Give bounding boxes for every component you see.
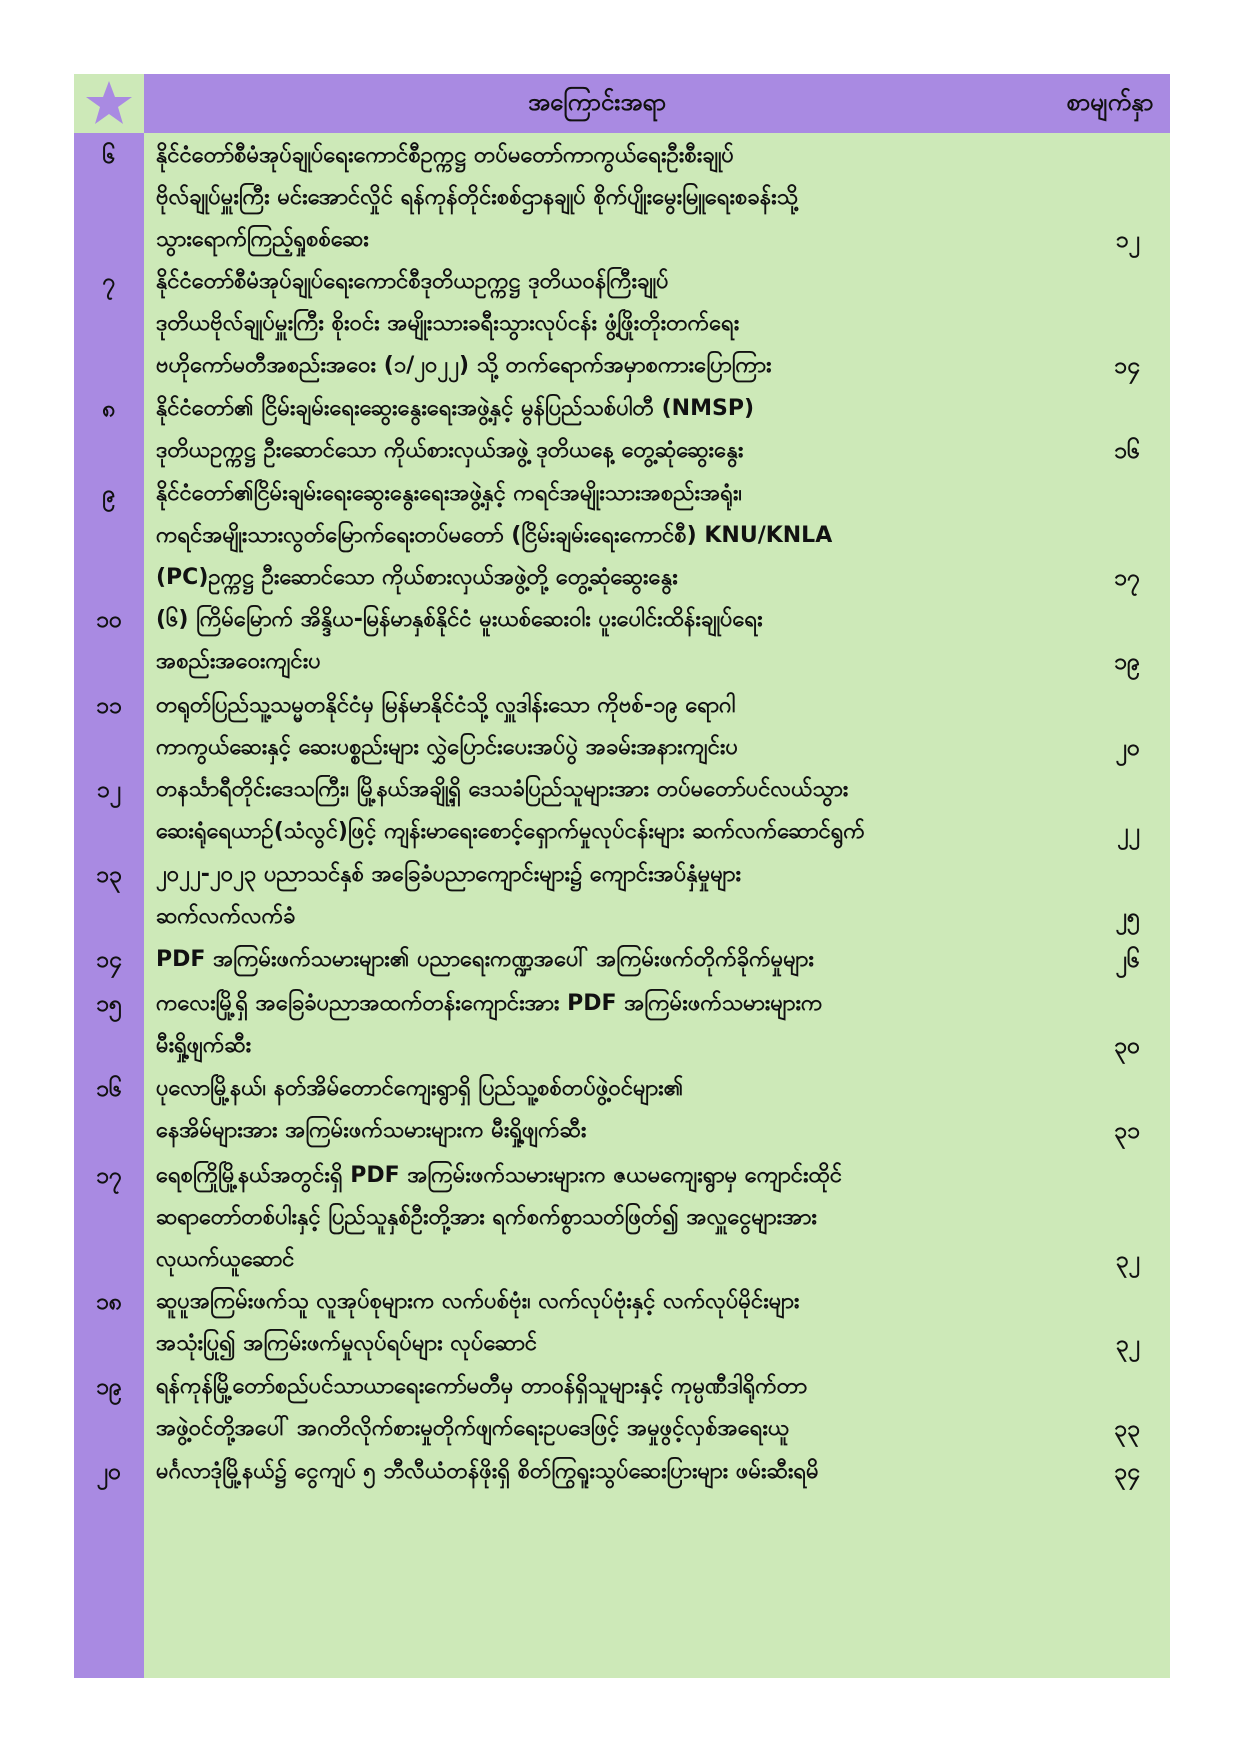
row-title-line: အစည်းအဝေးကျင်းပ [156,649,321,674]
row-title-line: ကာကွယ်ဆေးနှင့် ဆေးပစ္စည်းများ လွှဲပြောင်းပေးအပ်ပွဲ အခမ်းအနားကျင်းပ [156,735,739,760]
row-title[interactable] [156,685,1016,769]
row-number: ၁၆ [96,1076,122,1102]
row-number: ၇ [102,269,116,295]
row-number: ၁၉ [96,1374,122,1400]
row-title-line: သွားရောက်ကြည့်ရှုစစ်ဆေး [156,227,369,252]
row-page-number: ၃၀ [1114,1033,1140,1059]
row-title-line: ပုလောမြို့နယ်၊ နတ်အိမ်တောင်ကျေးရွာရှိ ပြည်သူ့စစ်တပ်ဖွဲ့ဝင်များ၏ [156,1076,684,1101]
row-page-number: ၂၆ [1115,947,1140,973]
row-title-line: အဖွဲ့ဝင်တို့အပေါ် အဂတိလိုက်စားမှုတိုက်ဖျက်ရေးဥပဒေဖြင့် အမှုဖွင့်လှစ်အရေးယူ [156,1416,790,1441]
row-page-number: ၂၀ [1115,735,1140,761]
row-page-number: ၁၆ [1114,438,1140,464]
row-title-line: နေအိမ်များအား အကြမ်းဖက်သမားများက မီးရှို့ဖျက်ဆီး [156,1118,587,1143]
row-title-line: ဒုတိယဥက္ကဋ္ဌ ဦးဆောင်သော ကိုယ်စားလှယ်အဖွဲ့ ဒုတိယနေ့ တွေ့ဆုံဆွေးနွေး [156,438,744,463]
row-page-number: ၃၁ [1114,1118,1140,1144]
row-number: ၆ [102,143,116,169]
row-title-line: ဆူပူအကြမ်းဖက်သူ လူအုပ်စုများက လက်ပစ်ဗုံး၊ လက်လုပ်ဗုံးနှင့် လက်လုပ်မိုင်းများ [156,1289,800,1314]
row-page-number: ၂၅ [1115,904,1140,930]
number-column [74,133,144,1678]
table-of-contents [74,74,1170,1678]
row-page-number: ၃၃ [1114,1416,1140,1442]
row-title-line: ဆရာတော်တစ်ပါးနှင့် ပြည်သူနှစ်ဦးတို့အား ရက်စက်စွာသတ်ဖြတ်၍ အလှူငွေများအား [156,1205,817,1230]
star-icon [83,78,135,130]
row-title[interactable] [156,599,1016,683]
row-number: ၁၇ [96,1163,122,1189]
row-number: ၁၀ [96,607,122,633]
row-title[interactable] [156,1281,1016,1365]
row-page-number: ၂၂ [1117,819,1140,845]
row-number: ၈ [102,396,116,422]
row-title[interactable] [156,135,1016,261]
row-title[interactable] [156,1068,1016,1152]
row-number: ၁၄ [96,947,122,973]
row-title[interactable] [156,1451,1016,1493]
row-title-line: PDF အကြမ်းဖက်သမားများ၏ ပညာရေးကဏ္ဍအပေါ် အကြမ်းဖက်တိုက်ခိုက်မှုများ [156,947,814,972]
row-page-number: ၁၉ [1114,649,1140,675]
row-title-line: နိုင်ငံတော်၏ငြိမ်းချမ်းရေးဆွေးနွေးရေးအဖွဲ့နှင့် ကရင်အမျိုးသားအစည်းအရုံး၊ [156,481,742,506]
row-page-number: ၁၂ [1115,227,1140,253]
row-page-number: ၃၂ [1115,1331,1140,1357]
row-title[interactable] [156,854,1016,938]
row-title-line: ကလေးမြို့ရှိ အခြေခံပညာအထက်တန်းကျောင်းအား PDF အကြမ်းဖက်သမားများက [156,991,823,1016]
row-number: ၁၁ [96,693,122,719]
content-column [144,133,1170,1678]
row-title-line: မင်္ဂလာဒုံမြို့နယ်၌ ငွေကျပ် ၅ ဘီလီယံတန်ဖိုးရှိ စိတ်ကြွရူးသွပ်ဆေးပြားများ ဖမ်းဆီးရမိ [156,1459,819,1484]
row-number: ၂၀ [96,1459,122,1485]
row-title[interactable] [156,939,1016,981]
row-title-line: (PC)ဥက္ကဋ္ဌ ဦးဆောင်သော ကိုယ်စားလှယ်အဖွဲ့တို့ တွေ့ဆုံဆွေးနွေး [156,565,678,590]
row-title-line: ရေစကြိုမြို့နယ်အတွင်းရှိ PDF အကြမ်းဖက်သမားများက ဇယမကျေးရွာမှ ကျောင်းထိုင် [156,1163,843,1188]
row-title[interactable] [156,1366,1016,1450]
row-title-line: လုယက်ယူဆောင် [156,1247,295,1272]
row-title-line: ဗဟိုကော်မတီအစည်းအဝေး (၁/၂၀၂၂) သို့ တက်ရောက်အမှာစကားပြောကြား [156,353,772,378]
row-title[interactable] [156,1155,1016,1281]
row-title-line: ဒုတိယဗိုလ်ချုပ်မှူးကြီး စိုးဝင်း အမျိုးသားခရီးသွားလုပ်ငန်း ဖွံ့ဖြိုးတိုးတက်ရေး [156,311,740,336]
row-number: ၉ [102,481,116,507]
row-page-number: ၃၂ [1115,1247,1140,1273]
header-page-label: စာမျက်နှာ [1050,74,1170,133]
row-title-line: နိုင်ငံတော်၏ ငြိမ်းချမ်းရေးဆွေးနွေးရေးအဖွဲ့နှင့် မွန်ပြည်သစ်ပါတီ (NMSP) [156,396,755,421]
row-title-line: နိုင်ငံတော်စီမံအုပ်ချုပ်ရေးကောင်စီဒုတိယဥက္ကဋ္ဌ ဒုတိယဝန်ကြီးချုပ် [156,269,669,294]
row-title-line: နိုင်ငံတော်စီမံအုပ်ချုပ်ရေးကောင်စီဥက္ကဋ္ဌ တပ်မတော်ကာကွယ်ရေးဦးစီးချုပ် [156,143,734,168]
row-page-number: ၁၇ [1114,565,1140,591]
row-title-line: (၆) ကြိမ်မြောက် အိန္ဒိယ-မြန်မာနှစ်နိုင်ငံ မူးယစ်ဆေးဝါး ပူးပေါင်းထိန်းချုပ်ရေး [156,607,763,632]
row-title-line: တရုတ်ပြည်သူ့သမ္မတနိုင်ငံမှ မြန်မာနိုင်ငံသို့ လှူဒါန်းသော ကိုဗစ်-၁၉ ရောဂါ [156,693,736,718]
row-title[interactable] [156,473,1016,599]
corner-cell [74,74,144,133]
row-title-line: ရန်ကုန်မြို့တော်စည်ပင်သာယာရေးကော်မတီမှ တာဝန်ရှိသူများနှင့် ကုမ္ပဏီဒါရိုက်တာ [156,1374,808,1399]
row-title-line: အသုံးပြု၍ အကြမ်းဖက်မှုလုပ်ရပ်များ လုပ်ဆောင် [156,1331,538,1356]
row-title-line: ဆက်လက်လက်ခံ [156,904,296,929]
row-page-number: ၃၄ [1114,1459,1140,1485]
row-title-line: တနင်္သာရီတိုင်းဒေသကြီး၊ မြို့နယ်အချို့ရှိ ဒေသခံပြည်သူများအား တပ်မတော်ပင်လယ်သွား [156,777,849,802]
row-title[interactable] [156,388,1016,472]
row-title[interactable] [156,983,1016,1067]
row-page-number: ၁၄ [1114,353,1140,379]
row-title-line: ဗိုလ်ချုပ်မှူးကြီး မင်းအောင်လှိုင် ရန်ကုန်တိုင်းစစ်ဌာနချုပ် စိုက်ပျိုးမွေးမြူရေးစခန်းသို့ [156,185,799,210]
row-number: ၁၈ [95,1289,123,1315]
row-title-line: ၂၀၂၂-၂၀၂၃ ပညာသင်နှစ် အခြေခံပညာကျောင်းများ၌ ကျောင်းအပ်နှံမှုများ [156,862,742,887]
row-title[interactable] [156,261,1016,387]
row-number: ၁၃ [96,862,122,888]
row-number: ၁၂ [96,777,122,803]
row-number: ၁၅ [96,991,122,1017]
header-title: အကြောင်းအရာ [144,74,1050,133]
row-title-line: ကရင်အမျိုးသားလွတ်မြောက်ရေးတပ်မတော် (ငြိမ်းချမ်းရေးကောင်စီ) KNU/KNLA [156,523,833,548]
row-title-line: ဆေးရုံရေယာဉ်(သံလွင်)ဖြင့် ကျန်းမာရေးစောင့်ရှောက်မှုလုပ်ငန်းများ ဆက်လက်ဆောင်ရွက် [156,819,865,844]
row-title[interactable] [156,769,1016,853]
row-title-line: မီးရှို့ဖျက်ဆီး [156,1033,252,1058]
